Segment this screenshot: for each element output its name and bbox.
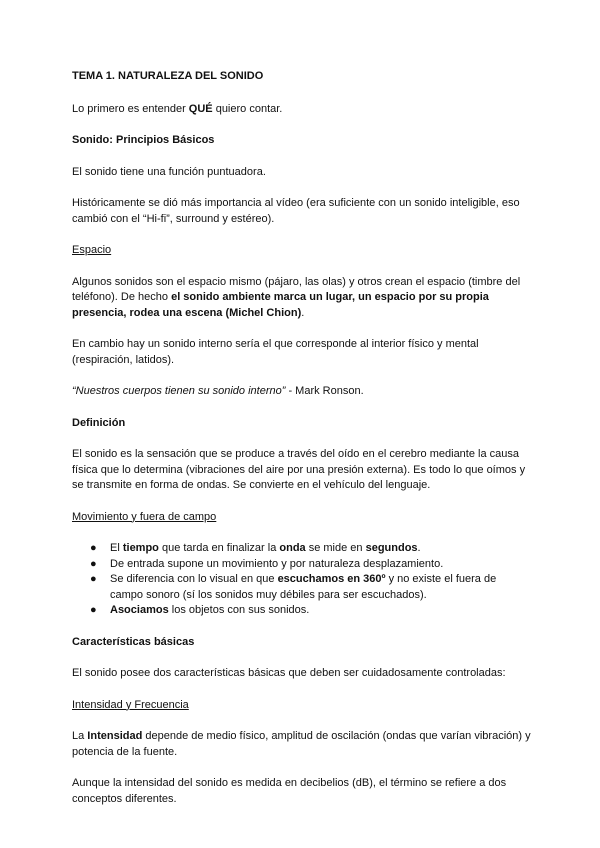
paragraph-decibelios: Aunque la intensidad del sonido es medida en decibelios (dB), el término se refiere a dos conceptos diferentes. bbox=[72, 777, 507, 805]
heading-caracteristicas: Características básicas bbox=[72, 635, 195, 648]
espacio-text: Algunos sonidos son el espacio mismo (pájaro, las olas) y otros crean el espacio (timbre del teléfono). De hecho bbox=[72, 275, 521, 303]
paragraph-funcion: El sonido tiene una función puntuadora. bbox=[72, 165, 266, 178]
quote-author: - Mark Ronson. bbox=[285, 385, 364, 397]
espacio-text-end: . bbox=[301, 306, 305, 319]
heading-principios: Sonido: Principios Básicos bbox=[72, 134, 215, 146]
quote-paragraph bbox=[72, 384, 532, 400]
intensidad-emphasis: Intensidad bbox=[87, 730, 143, 742]
subheading-movimiento: Movimiento y fuera de campo bbox=[72, 510, 217, 523]
intro-paragraph bbox=[72, 102, 532, 118]
list-item: ● De entrada supone un movimiento y por naturaleza desplazamiento. bbox=[110, 557, 532, 573]
bullet-icon: ● bbox=[90, 542, 97, 554]
intro-text: Lo primero es entender bbox=[72, 102, 189, 115]
heading-definicion: Definición bbox=[72, 416, 126, 429]
bullet-list bbox=[72, 541, 532, 619]
quote-text: “Nuestros cuerpos tienen su sonido interno” bbox=[72, 385, 286, 397]
list-item: ● El tiempo que tarda en finalizar la onda se mide en segundos. bbox=[110, 541, 532, 557]
paragraph-historico: Históricamente se dió más importancia al vídeo (era suficiente con un sonido inteligible, eso cambió con el “Hi-fi”, surround y estéreo). bbox=[72, 197, 520, 225]
bullet-icon: ● bbox=[90, 604, 97, 616]
paragraph-espacio bbox=[72, 275, 532, 322]
subheading-intensidad: Intensidad y Frecuencia bbox=[72, 698, 189, 711]
intro-text-end: quiero contar. bbox=[212, 102, 283, 115]
bullet-icon: ● bbox=[90, 557, 97, 570]
document-body bbox=[72, 69, 532, 823]
list-item: ● Se diferencia con lo visual en que escuchamos en 360º y no existe el fuera de campo sonoro (sí los sonidos muy débiles para ser escuchados). bbox=[90, 573, 497, 601]
page-title: TEMA 1. NATURALEZA DEL SONIDO bbox=[72, 70, 264, 82]
paragraph-definicion: El sonido es la sensación que se produce a través del oído en el cerebro mediante la causa física que lo determina (vibraciones del aire por una presión externa). Es todo lo que oímos y se transmite en forma de ondas. Se convierte en el vehículo del lenguaje. bbox=[72, 448, 526, 491]
paragraph-interno: En cambio hay un sonido interno sería el que corresponde al interior físico y mental (respiración, latidos). bbox=[72, 338, 479, 366]
espacio-emphasis: el sonido ambiente marca un lugar, un espacio por su propia presencia, rodea una escena (Michel Chion) bbox=[72, 291, 489, 319]
bullet-icon: ● bbox=[90, 573, 97, 585]
intro-emphasis: QUÉ bbox=[188, 102, 213, 115]
list-item: ● Asociamos los objetos con sus sonidos. bbox=[110, 603, 532, 619]
paragraph-intensidad: La Intensidad depende de medio físico, amplitud de oscilación (ondas que varían vibración) y potencia de la fuente. bbox=[72, 730, 531, 758]
subheading-espacio: Espacio bbox=[72, 244, 112, 256]
paragraph-caracteristicas: El sonido posee dos características básicas que deben ser cuidadosamente controladas: bbox=[72, 667, 506, 679]
